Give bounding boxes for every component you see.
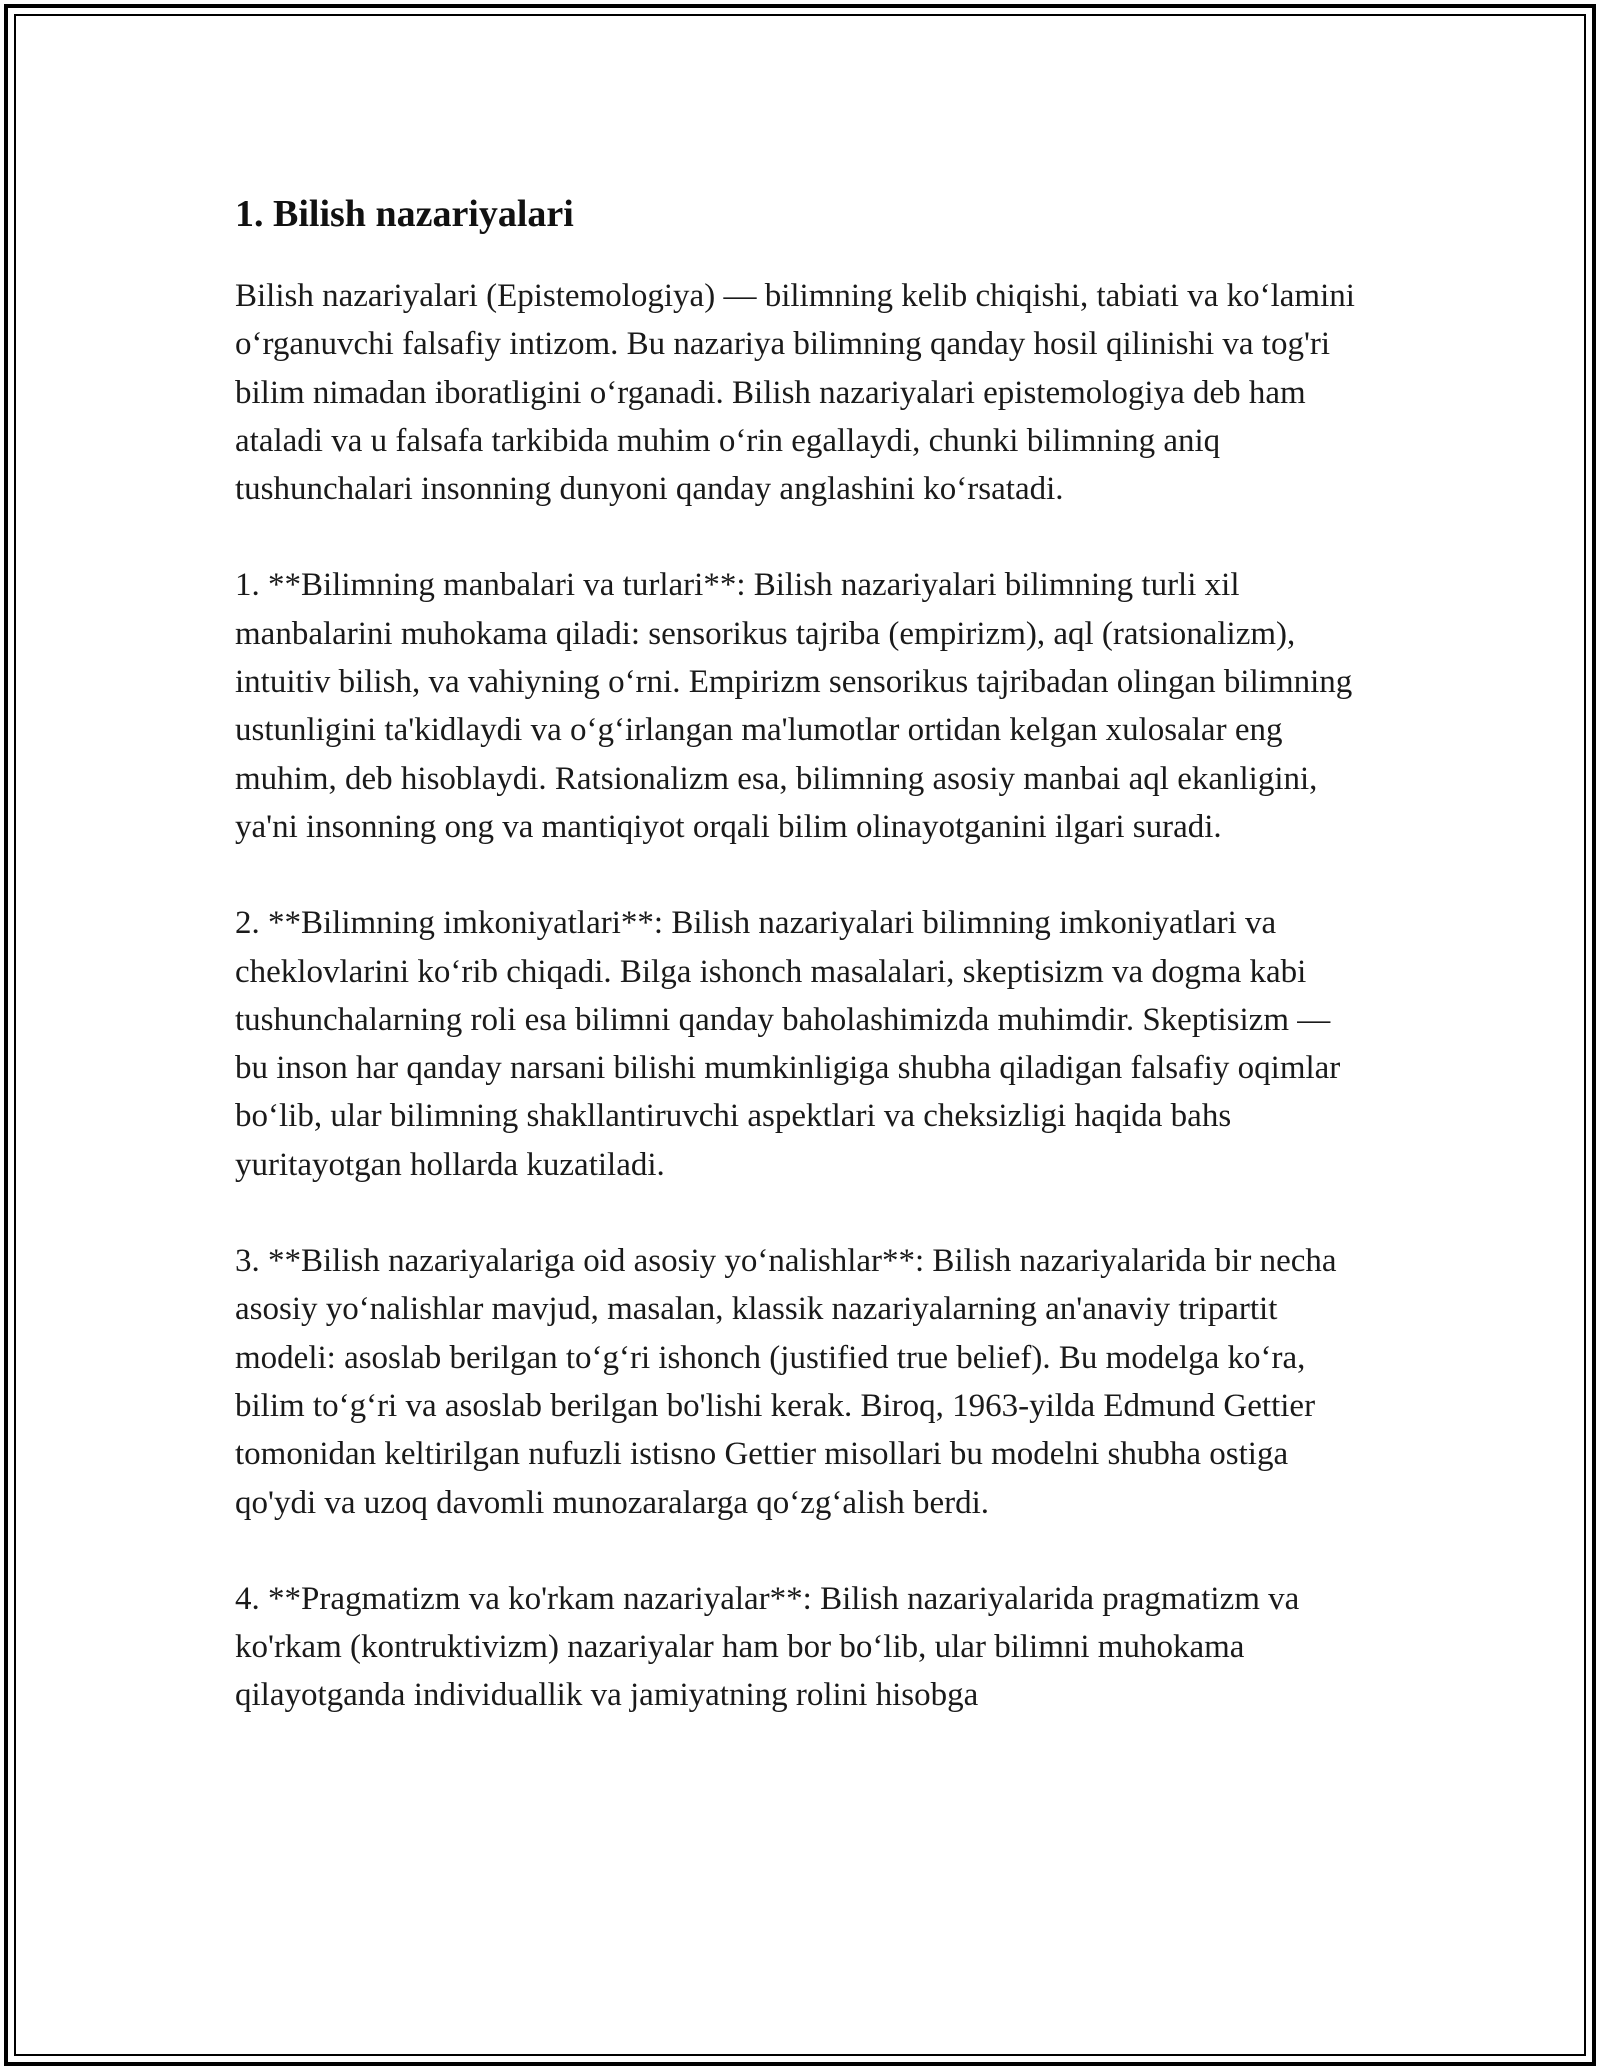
paragraph-intro: Bilish nazariyalari (Epistemologiya) — bilimning kelib chiqishi, tabiati va ko‘lamini o‘rganuvchi falsafiy intizom. Bu nazariya bilimning qanday hosil qilinishi va tog'ri bilim nimadan iboratligini o‘rganadi. Bilish nazariyalari epistemologiya deb ham ataladi va u falsafa tarkibida muhim o‘rin egallaydi, chunki bilimning aniq tushunchalari insonning dunyoni qanday anglashini ko‘rsatadi. [235, 278, 1355, 508]
document-body [235, 186, 1370, 1720]
paragraph-sources: 1. **Bilimning manbalari va turlari**: Bilish nazariyalari bilimning turli xil manbalarini muhokama qiladi: sensorikus tajriba (empirizm), aql (ratsionalizm), intuitiv bilish, va vahiyning o‘rni. Empirizm sensorikus tajribadan olingan bilimning ustunligini ta'kidlaydi va o‘g‘irlangan ma'lumotlar ortidan kelgan xulosalar eng muhim, deb hisoblaydi. Ratsionalizm esa, bilimning asosiy manbai aql ekanligini, ya'ni insonning ong va mantiqiyot orqali bilim olinayotganini ilgari suradi. [235, 567, 1353, 845]
paragraph-directions: 3. **Bilish nazariyalariga oid asosiy yo‘nalishlar**: Bilish nazariyalarida bir necha asosiy yo‘nalishlar mavjud, masalan, klassik nazariyalarning an'anaviy tripartit modeli: asoslab berilgan to‘g‘ri ishonch (justified true belief). Bu modelga ko‘ra, bilim to‘g‘ri va asoslab berilgan bo'lishi kerak. Biroq, 1963-yilda Edmund Gettier tomonidan keltirilgan nufuzli istisno Gettier misollari bu modelni shubha ostiga qo'ydi va uzoq davomli munozaralarga qo‘zg‘alish berdi. [235, 1243, 1337, 1521]
section-heading: 1. Bilish nazariyalari [235, 193, 574, 235]
paragraph-pragmatism: 4. **Pragmatizm va ko'rkam nazariyalar**: Bilish nazariyalarida pragmatizm va ko'rkam (kontruktivizm) nazariyalar ham bor bo‘lib, ular bilimni muhokama qilayotganda individuallik va jamiyatning rolini hisobga [235, 1580, 1300, 1714]
paragraph-possibilities: 2. **Bilimning imkoniyatlari**: Bilish nazariyalari bilimning imkoniyatlari va cheklovlarini ko‘rib chiqadi. Bilga ishonch masalalari, skeptisizm va dogma kabi tushunchalarning roli esa bilimni qanday baholashimizda muhimdir. Skeptisizm — bu inson har qanday narsani bilishi mumkinligiga shubha qiladigan falsafiy oqimlar bo‘lib, ular bilimning shakllantiruvchi aspektlari va cheksizligi haqida bahs yuritayotgan hollarda kuzatiladi. [235, 905, 1341, 1183]
